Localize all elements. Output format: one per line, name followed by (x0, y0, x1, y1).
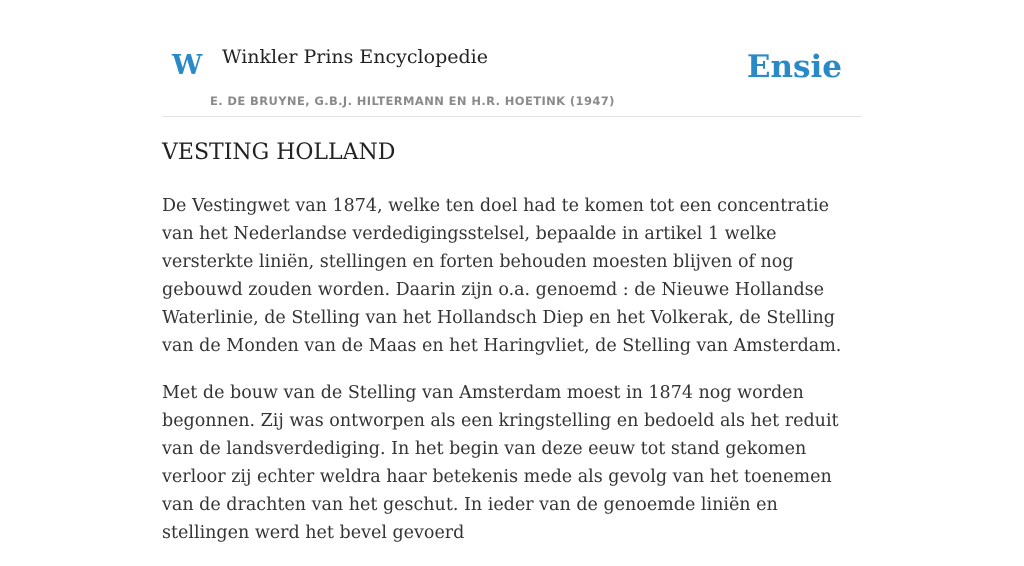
work-title[interactable]: Winkler Prins Encyclopedie (222, 46, 488, 68)
work-authors: E. DE BRUYNE, G.B.J. HILTERMANN EN H.R. HOETINK (1947) (210, 94, 615, 108)
article-title: VESTING HOLLAND (162, 140, 396, 165)
article-paragraph: Met de bouw van de Stelling van Amsterdam moest in 1874 nog worden begonnen. Zij was ontworpen als een kringstelling en bedoeld als het reduit van de landsverdediging. In het begin van deze eeuw tot stand gekomen verloor zij echter weldra haar betekenis mede als gevolg van het toenemen van de drachten van het geschut. In ieder van de genoemde liniën en stellingen werd het bevel gevoerd (162, 383, 839, 543)
article-body (162, 192, 862, 566)
header (162, 0, 862, 117)
page (162, 0, 862, 543)
ensie-logo[interactable]: Ensie (746, 49, 842, 85)
article-paragraph: De Vestingwet van 1874, welke ten doel had te komen tot een concentratie van het Nederlandse verdedigingsstelsel, bepaalde in artikel 1 welke versterkte liniën, stellingen en forten behouden moesten blijven of nog gebouwd zouden worden. Daarin zijn o.a. genoemd : de Nieuwe Hollandse Waterlinie, de Stelling van het Hollandsch Diep en het Volkerak, de Stelling van de Monden van de Maas en het Haringvliet, de Stelling van Amsterdam. (162, 196, 842, 356)
winkler-prins-logo-icon[interactable]: W (172, 50, 203, 81)
